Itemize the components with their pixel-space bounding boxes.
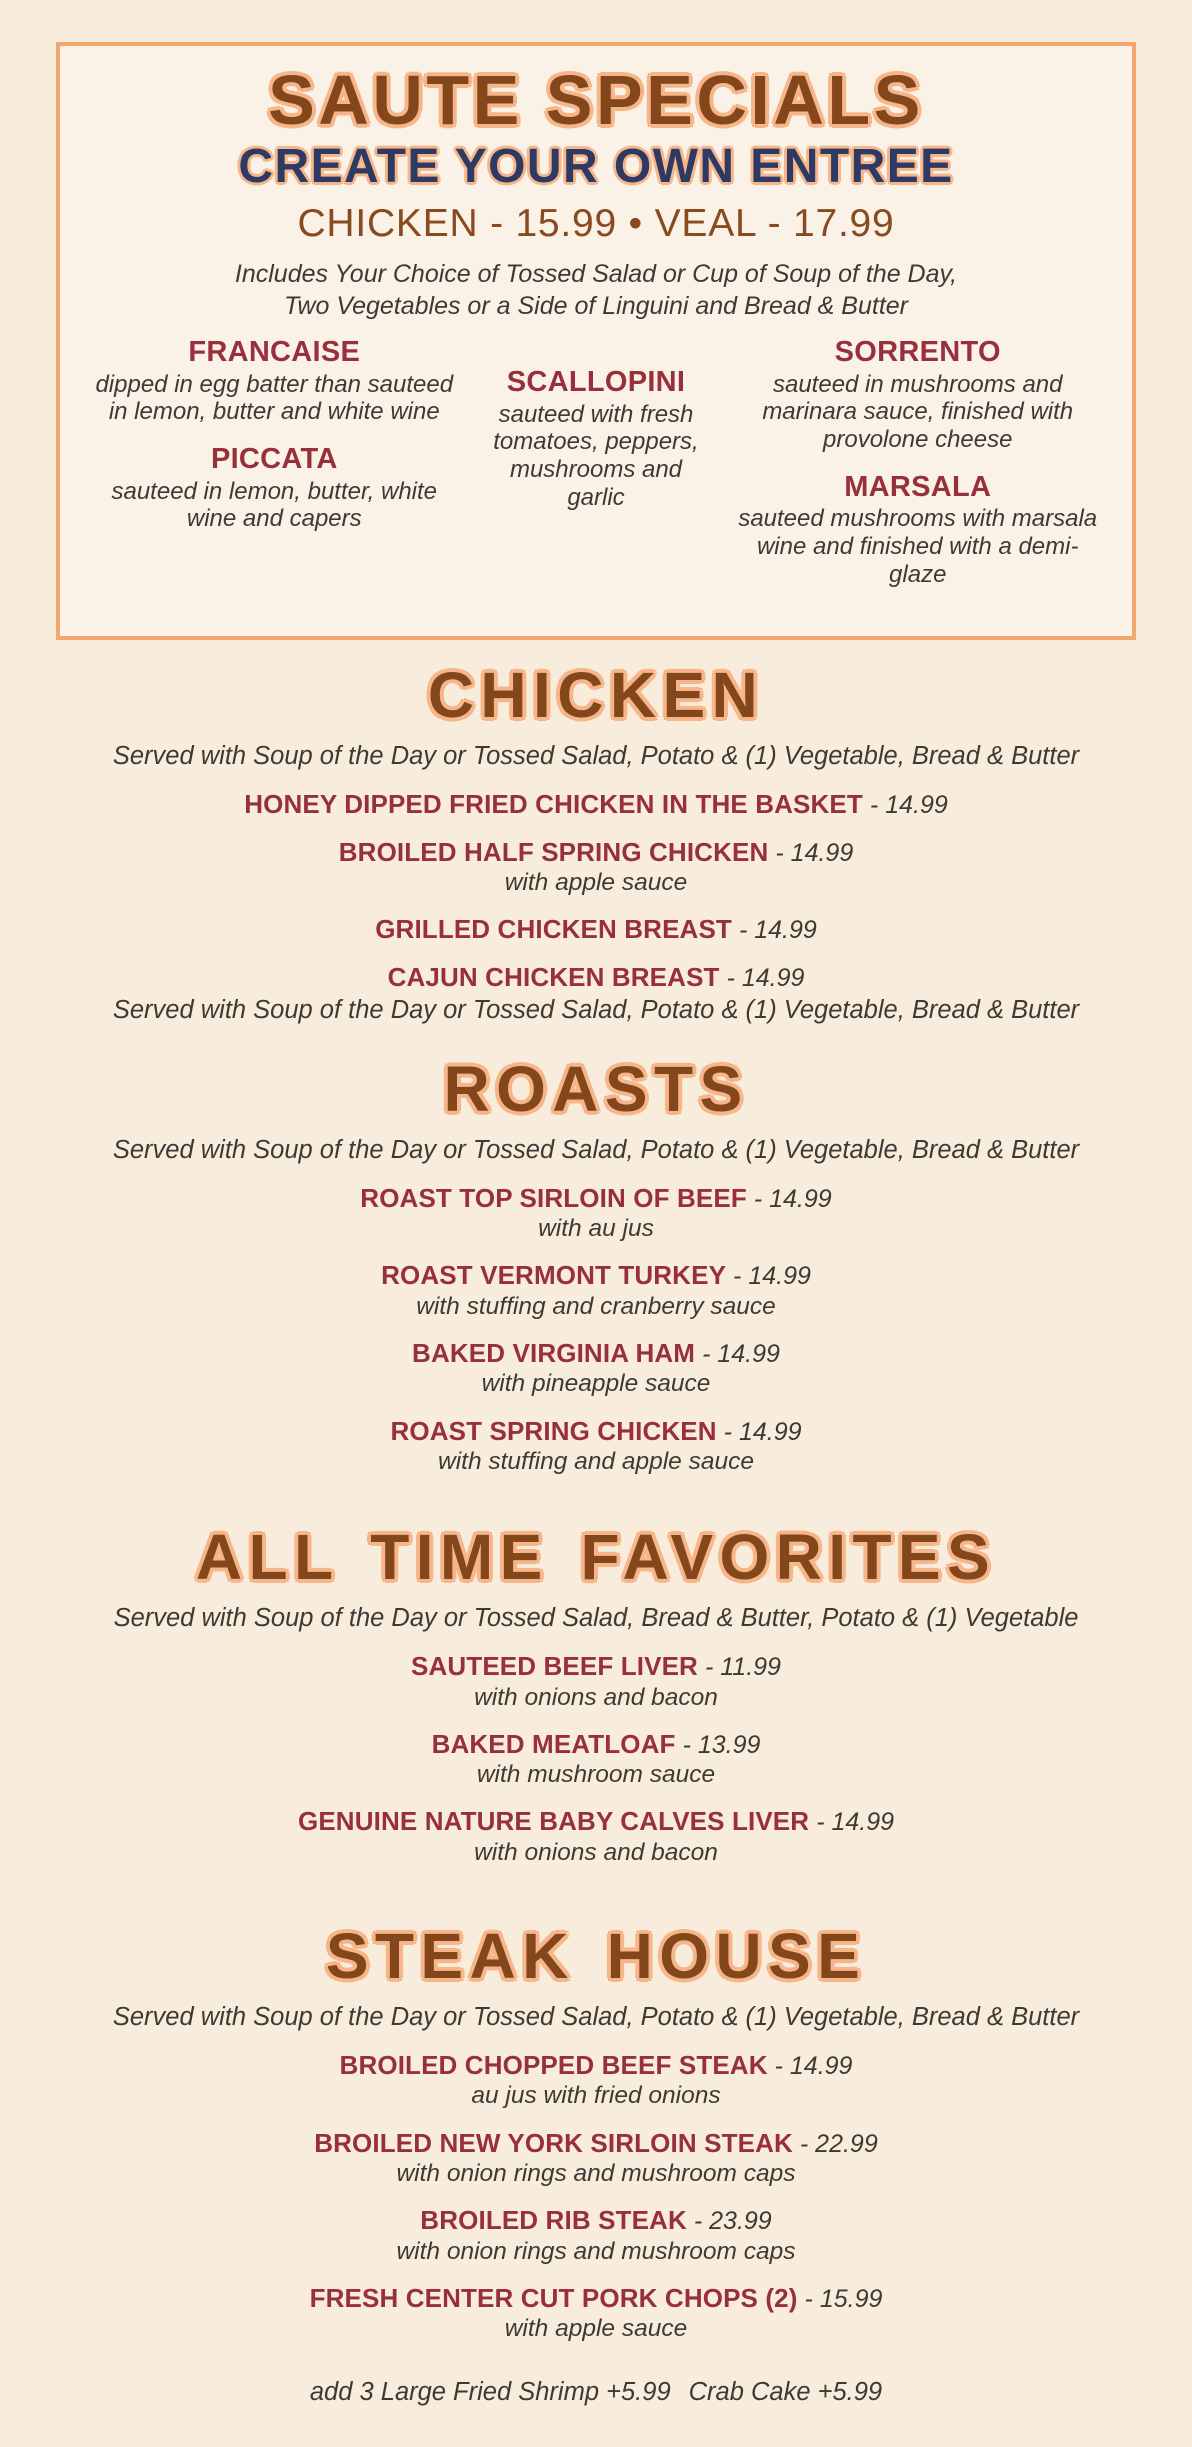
- item-price: - 13.99: [682, 1730, 761, 1759]
- menu-item: [56, 790, 1136, 820]
- menu-item: [56, 1417, 1136, 1477]
- served-line: Served with Soup of the Day or Tossed Salad, Potato & (1) Vegetable, Bread & Butter: [112, 1135, 1080, 1164]
- item-desc: au jus with fried onions: [471, 2082, 721, 2110]
- item-name: HONEY DIPPED FRIED CHICKEN IN THE BASKET: [244, 789, 863, 820]
- menu-item: [56, 1652, 1136, 1712]
- item-name: GENUINE NATURE BABY CALVES LIVER: [297, 1806, 810, 1837]
- addons-line: [56, 2378, 1136, 2407]
- item-name: ROAST SPRING CHICKEN: [390, 1415, 717, 1446]
- item-desc: with apple sauce: [504, 2315, 688, 2343]
- item-desc: with mushroom sauce: [476, 1761, 716, 1789]
- section-title: STEAK HOUSE: [325, 1920, 867, 1993]
- menu-item: [56, 2129, 1136, 2189]
- item-desc: with onions and bacon: [474, 1838, 718, 1866]
- served-line: Served with Soup of the Day or Tossed Salad, Potato & (1) Vegetable, Bread & Butter: [112, 2003, 1080, 2032]
- item-name: ROAST VERMONT TURKEY: [381, 1260, 727, 1291]
- item-desc: with onion rings and mushroom caps: [396, 2160, 796, 2187]
- option-desc: dipped in egg batter than sauteed in lemon, butter and white wine: [95, 370, 454, 426]
- includes-line-1: Includes Your Choice of Tossed Salad or Cup of Soup of the Day,: [234, 259, 958, 288]
- item-name: ROAST TOP SIRLOIN OF BEEF: [360, 1182, 747, 1213]
- item-desc: with stuffing and apple sauce: [438, 1448, 754, 1476]
- item-price: - 14.99: [702, 1339, 780, 1368]
- item-price: - 14.99: [774, 2051, 853, 2080]
- item-price: - 22.99: [799, 2129, 878, 2158]
- item-name: BAKED VIRGINIA HAM: [412, 1337, 696, 1368]
- saute-option: [731, 472, 1104, 589]
- item-price: - 14.99: [775, 838, 854, 867]
- item-name: BROILED NEW YORK SIRLOIN STEAK: [314, 2127, 793, 2158]
- menu-item: [56, 1339, 1136, 1399]
- item-desc: with apple sauce: [504, 869, 688, 897]
- item-name: BROILED RIB STEAK: [420, 2205, 687, 2236]
- menu-item: [56, 963, 1136, 1026]
- option-desc: sauteed in mushrooms and marinara sauce, finished with provolone cheese: [762, 370, 1074, 453]
- menu-section-roasts: [56, 1052, 1136, 1476]
- item-price: - 14.99: [753, 1184, 832, 1213]
- item-name: CAJUN CHICKEN BREAST: [387, 961, 720, 992]
- item-name: SAUTEED BEEF LIVER: [411, 1651, 698, 1682]
- item-desc: with onions and bacon: [474, 1683, 718, 1711]
- option-name: SORRENTO: [834, 335, 1001, 368]
- section-title: ROASTS: [443, 1052, 749, 1125]
- item-name: BROILED HALF SPRING CHICKEN: [338, 836, 769, 867]
- item-price: - 14.99: [869, 791, 948, 820]
- saute-specials-box: [56, 42, 1136, 640]
- saute-column-right: [731, 337, 1104, 606]
- saute-option: [88, 444, 461, 533]
- includes-line-2: Two Vegetables or a Side of Linguini and Bread & Butter: [284, 292, 908, 321]
- item-name: BAKED MEATLOAF: [431, 1728, 676, 1759]
- addon-crab-cake: Crab Cake +5.99: [688, 2377, 883, 2406]
- saute-option: [731, 337, 1104, 454]
- item-price: - 15.99: [804, 2284, 883, 2313]
- saute-box-includes: [88, 258, 1104, 323]
- menu-item: [56, 838, 1136, 898]
- item-price: - 14.99: [733, 1262, 811, 1291]
- saute-option: [461, 367, 732, 511]
- item-desc: with au jus: [538, 1215, 654, 1243]
- menu-section-steak-house: [56, 1920, 1136, 2406]
- item-desc: with pineapple sauce: [481, 1370, 711, 1398]
- option-name: SCALLOPINI: [506, 365, 686, 398]
- served-line: Served with Soup of the Day or Tossed Salad, Bread & Butter, Potato & (1) Vegetable: [113, 1604, 1079, 1633]
- menu-section-chicken: [56, 659, 1136, 1026]
- option-name: MARSALA: [844, 470, 992, 503]
- menu-section-all-time-favorites: [56, 1521, 1136, 1867]
- addon-fried-shrimp: add 3 Large Fried Shrimp +5.99: [309, 2377, 671, 2406]
- item-price: - 14.99: [738, 916, 817, 945]
- option-desc: sauteed in lemon, butter, white wine and capers: [111, 477, 438, 533]
- item-name: BROILED CHOPPED BEEF STEAK: [339, 2049, 768, 2080]
- saute-column-left: [88, 337, 461, 551]
- menu-item: [56, 1807, 1136, 1867]
- served-footer-line: Served with Soup of the Day or Tossed Salad, Potato & (1) Vegetable, Bread & Butter: [112, 996, 1080, 1025]
- saute-option: [88, 337, 461, 426]
- item-desc: with stuffing and cranberry sauce: [416, 1292, 776, 1320]
- served-line: Served with Soup of the Day or Tossed Salad, Potato & (1) Vegetable, Bread & Butter: [112, 742, 1080, 771]
- section-title: ALL TIME FAVORITES: [195, 1521, 997, 1594]
- menu-item: [56, 1184, 1136, 1244]
- item-price: - 14.99: [723, 1417, 802, 1446]
- menu-item: [56, 2284, 1136, 2344]
- item-name: FRESH CENTER CUT PORK CHOPS (2): [309, 2282, 798, 2313]
- item-price: - 14.99: [726, 963, 805, 992]
- item-price: - 14.99: [816, 1808, 895, 1837]
- option-desc: sauteed mushrooms with marsala wine and finished with a demi-glaze: [738, 505, 1098, 588]
- menu-item: [56, 915, 1136, 945]
- item-desc: with onion rings and mushroom caps: [396, 2237, 796, 2265]
- saute-box-price-line: CHICKEN - 15.99 • VEAL - 17.99: [297, 201, 895, 245]
- saute-box-title: SAUTE SPECIALS: [268, 61, 924, 139]
- option-name: FRANCAISE: [188, 335, 361, 368]
- item-price: - 23.99: [693, 2207, 772, 2236]
- option-name: PICCATA: [210, 442, 338, 475]
- menu-item: [56, 1730, 1136, 1790]
- item-name: GRILLED CHICKEN BREAST: [375, 914, 732, 945]
- saute-box-subtitle: CREATE YOUR OWN ENTREE: [238, 139, 954, 193]
- saute-column-middle: [461, 337, 732, 529]
- option-desc: sauteed with fresh tomatoes, peppers, mushrooms and garlic: [493, 400, 699, 511]
- item-price: - 11.99: [704, 1653, 781, 1682]
- menu-item: [56, 2051, 1136, 2111]
- menu-item: [56, 1261, 1136, 1321]
- section-title: CHICKEN: [427, 659, 765, 732]
- saute-columns: [88, 337, 1104, 606]
- menu-item: [56, 2206, 1136, 2266]
